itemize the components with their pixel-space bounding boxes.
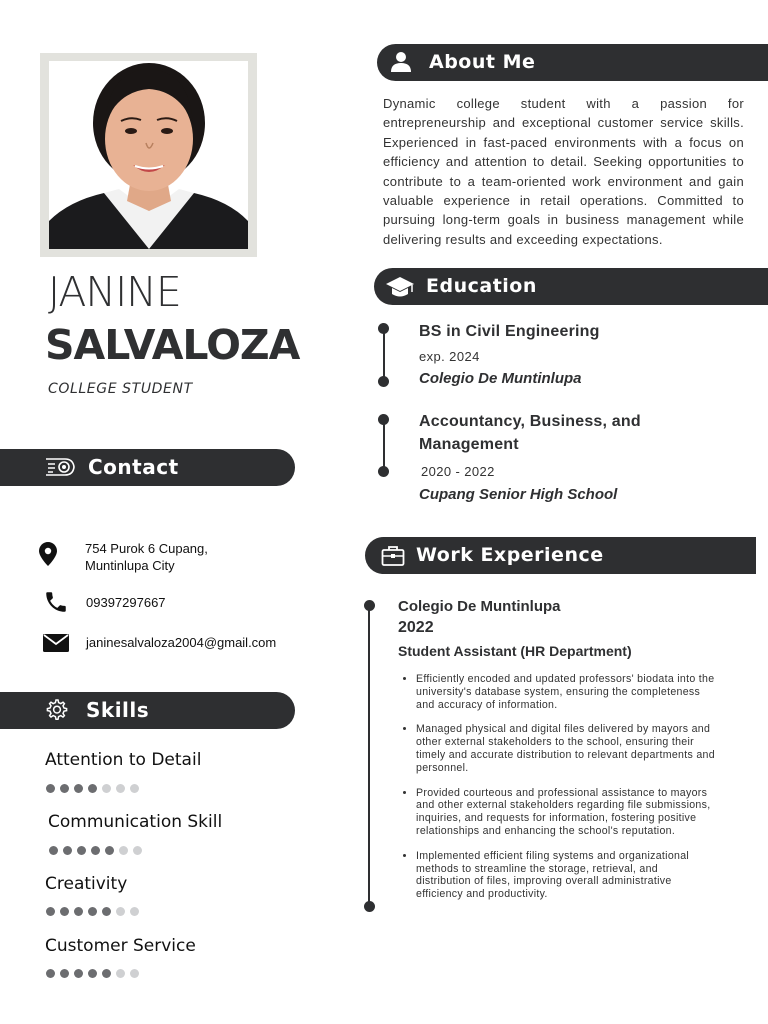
person-icon — [389, 50, 413, 74]
education-year: 2020 - 2022 — [421, 464, 495, 479]
rating-dot-empty — [130, 784, 139, 793]
address-line-1: 754 Purok 6 Cupang, — [85, 541, 208, 556]
rating-dot-empty — [116, 969, 125, 978]
education-header — [374, 268, 768, 305]
role-title: COLLEGE STUDENT — [48, 381, 193, 397]
skill-name: Creativity — [45, 874, 128, 894]
address-line-2: Muntinlupa City — [85, 558, 175, 573]
timeline-dot — [364, 901, 375, 912]
work-bullets — [403, 673, 716, 913]
rating-dot-empty — [102, 784, 111, 793]
skills-header-label: Skills — [86, 698, 150, 722]
rating-dot-filled — [46, 907, 55, 916]
work-company: Colegio De Muntinlupa — [398, 598, 561, 615]
skill-rating — [46, 969, 139, 978]
timeline-dot — [378, 376, 389, 387]
rating-dot-filled — [74, 784, 83, 793]
contact-header — [0, 449, 295, 486]
contact-card-icon — [43, 455, 77, 479]
skill-rating — [49, 846, 142, 855]
rating-dot-filled — [60, 784, 69, 793]
rating-dot-empty — [119, 846, 128, 855]
contact-phone[interactable]: 09397297667 — [86, 595, 166, 610]
profile-photo — [49, 61, 248, 249]
skill-rating — [46, 784, 139, 793]
timeline-line — [368, 606, 370, 906]
work-bullet: • Implemented efficient filing systems and organizational methods to streamline the storage, retrieval, and distribution of files, improving overall administrative efficiency and productivity. — [416, 850, 716, 901]
education-degree: Accountancy, Business, and Management — [419, 413, 641, 453]
contact-address — [85, 540, 208, 574]
rating-dot-filled — [102, 969, 111, 978]
skill-rating — [46, 907, 139, 916]
rating-dot-empty — [133, 846, 142, 855]
rating-dot-filled — [60, 907, 69, 916]
rating-dot-filled — [49, 846, 58, 855]
education-degree: BS in Civil Engineering — [419, 323, 600, 340]
rating-dot-empty — [130, 969, 139, 978]
rating-dot-filled — [77, 846, 86, 855]
rating-dot-filled — [88, 784, 97, 793]
rating-dot-filled — [105, 846, 114, 855]
timeline-dot — [378, 466, 389, 477]
graduation-cap-icon — [385, 275, 415, 299]
education-school: Cupang Senior High School — [419, 486, 618, 503]
rating-dot-filled — [60, 969, 69, 978]
work-bullet: • Provided courteous and professional assistance to mayors and other external stakeholders regarding file submissions, inquiries, and requests for information, fostering positive relationships and enhancing the school's reputation. — [416, 787, 716, 838]
skill-name: Communication Skill — [48, 812, 223, 832]
education-header-label: Education — [426, 275, 537, 297]
rating-dot-filled — [88, 907, 97, 916]
work-title: Student Assistant (HR Department) — [398, 643, 632, 659]
timeline-line — [383, 420, 385, 470]
briefcase-icon — [381, 545, 405, 567]
skill-name: Attention to Detail — [45, 750, 202, 770]
education-year: exp. 2024 — [419, 349, 480, 364]
last-name: SALVALOZA — [45, 321, 300, 369]
about-text: Dynamic college student with a passion for entrepreneurship and exceptional customer service skills. Experienced in fast-paced environments with a focus on efficiency and attention to detail. Seeking opportunities to contribute to a team-oriented work environment and gain valuable experience in retail operations. Committed to pursuing long-term goals in business management while delivering results and exceeding expectations. — [383, 96, 744, 247]
rating-dot-filled — [46, 969, 55, 978]
work-year: 2022 — [398, 619, 434, 636]
skills-header — [0, 692, 295, 729]
contact-header-label: Contact — [88, 455, 179, 479]
rating-dot-filled — [74, 969, 83, 978]
rating-dot-empty — [130, 907, 139, 916]
work-bullet: • Managed physical and digital files delivered by mayors and other external stakeholders to the school, ensuring their timely and accurate distribution to relevant departments and personnel. — [416, 723, 716, 774]
rating-dot-filled — [46, 784, 55, 793]
skill-name: Customer Service — [45, 936, 196, 956]
rating-dot-filled — [102, 907, 111, 916]
education-school: Colegio De Muntinlupa — [419, 370, 582, 387]
rating-dot-filled — [88, 969, 97, 978]
work-bullet: • Efficiently encoded and updated professors' biodata into the university's database system, ensuring the completeness and accuracy of information. — [416, 673, 716, 711]
rating-dot-filled — [91, 846, 100, 855]
rating-dot-empty — [116, 784, 125, 793]
gear-icon — [44, 698, 68, 722]
rating-dot-filled — [63, 846, 72, 855]
portrait-photo — [49, 61, 248, 249]
email-icon — [43, 633, 69, 653]
about-header — [377, 44, 768, 81]
contact-email[interactable]: janinesalvaloza2004@gmail.com — [86, 635, 277, 650]
phone-icon — [43, 589, 69, 615]
timeline-line — [383, 330, 385, 380]
work-header-label: Work Experience — [416, 544, 604, 566]
rating-dot-empty — [116, 907, 125, 916]
location-pin-icon — [39, 542, 57, 566]
rating-dot-filled — [74, 907, 83, 916]
first-name: JANINE — [48, 268, 181, 316]
about-header-label: About Me — [429, 51, 536, 73]
work-header — [365, 537, 756, 574]
